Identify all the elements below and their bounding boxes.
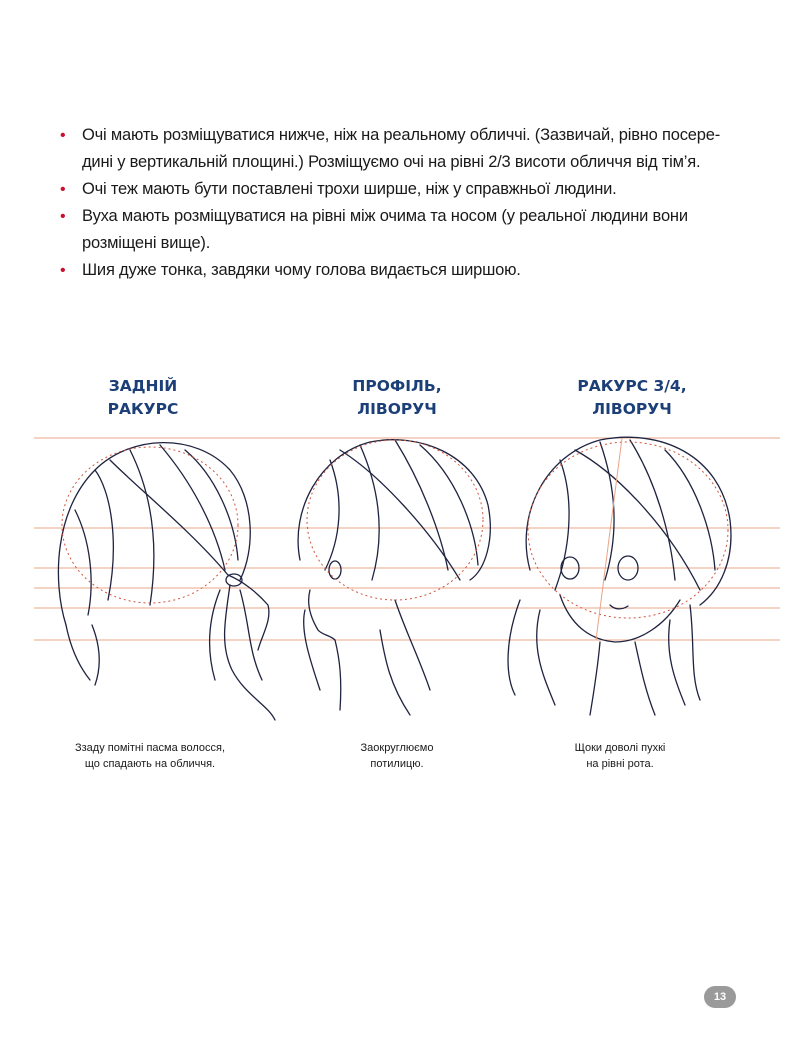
heading-line: ЛІВОРУЧ xyxy=(357,400,437,418)
bullet-text: Очі мають розміщуватися нижче, ніж на реальному обличчі. (Зазвичай, рівно посере-дині у вертикальній площині.) Розміщуємо очі на рівні 2/3 висоти обличчя від тім’я. xyxy=(82,126,721,171)
caption-line: потилицю. xyxy=(370,758,424,770)
bullet-item xyxy=(60,122,750,176)
center-guide-line xyxy=(596,438,622,640)
heading-line: ПРОФІЛЬ, xyxy=(352,377,442,395)
profile-guide-oval xyxy=(307,440,483,600)
bullet-item xyxy=(60,257,750,284)
caption-line: що спадають на обличчя. xyxy=(84,758,216,770)
bullet-text: Очі теж мають бути поставлені трохи ширше, ніж у справжньої людини. xyxy=(82,180,617,198)
back-view-head xyxy=(58,443,275,720)
caption-line: Заокруглюємо xyxy=(360,742,434,754)
bullet-dot-icon: • xyxy=(60,262,66,279)
bullet-text: Вуха мають розміщуватися на рівні між очима та носом (у реальної людини вони розміщені вище). xyxy=(82,207,688,252)
bullet-item xyxy=(60,203,750,257)
caption-three-quarter-view xyxy=(510,740,730,772)
three-quarter-guide-oval xyxy=(528,442,728,618)
caption-line: Щоки доволі пухкі xyxy=(574,742,666,754)
heading-line: РАКУРС 3/4, xyxy=(577,377,687,395)
bullet-list xyxy=(60,122,750,284)
back-guide-oval xyxy=(62,447,238,603)
bullet-dot-icon: • xyxy=(60,127,66,144)
head-drawings-illustration xyxy=(0,430,794,730)
profile-view-head xyxy=(298,440,490,715)
caption-line: Ззаду помітні пасма волосся, xyxy=(74,742,226,754)
bullet-text: Шия дуже тонка, завдяки чому голова видається ширшою. xyxy=(82,261,521,279)
bullet-item xyxy=(60,176,750,203)
heading-three-quarter-view xyxy=(542,375,722,421)
heading-line: РАКУРС xyxy=(107,400,179,418)
heading-line: ЛІВОРУЧ xyxy=(592,400,672,418)
caption-back-view xyxy=(40,740,260,772)
page-number-badge: 13 xyxy=(704,986,736,1008)
caption-line: на рівні рота. xyxy=(586,758,654,770)
three-quarter-view-head xyxy=(508,437,731,715)
heading-back-view xyxy=(53,375,233,421)
caption-profile-view xyxy=(287,740,507,772)
bullet-dot-icon: • xyxy=(60,181,66,198)
bullet-dot-icon: • xyxy=(60,208,66,225)
heading-line: ЗАДНІЙ xyxy=(108,377,178,395)
heading-profile-view xyxy=(307,375,487,421)
